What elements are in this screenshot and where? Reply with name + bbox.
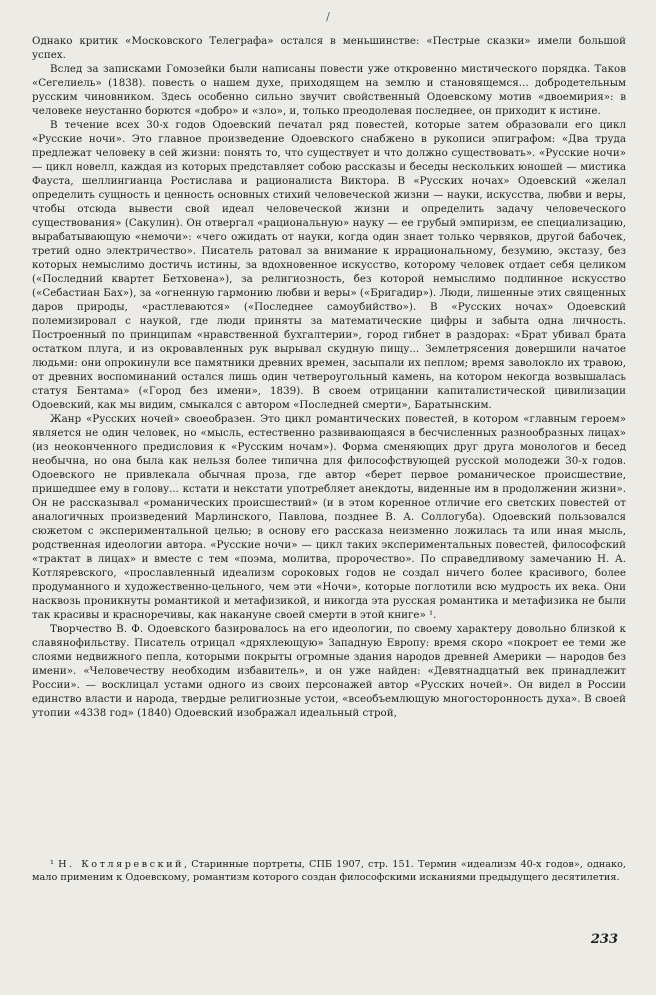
footnote-author: Н. Котляревский — [58, 859, 184, 870]
page-number: 233 — [590, 932, 618, 947]
header-mark: / — [326, 10, 330, 23]
paragraph-3: В течение всех 30-х годов Одоевский печатал ряд повестей, которые затем образовали его цикл «Русские ночи». Это главное произведение Одоевского снабжено в рукописи эпиграфом: «Два труда предлежат человеку в сей жизни: понять то, что существует и что должно существовать». «Русские ночи» — цикл новелл, каждая из которых представляет собою рассказы и беседы нескольких юношей — мистика Фауста, шеллингианца Ростислава и рационалиста Виктора. В «Русских ночах» Одоевский «желал определить сущность и ценность основных стихий человеческой жизни — науки, искусства, любви и веры, чтобы отсюда вывести свой идеал человеческой жизни и определить задачу человеческого существования» (Сакулин). Он отвергал «рациональную» науку — ее грубый эмпиризм, ее специализацию, вырабатывающую «немочи»: «чего ожидать от науки, когда один знает только червяков, другой бабочек, третий одно электричество». Писатель ратовал за внимание к иррациональному, безумию, экстазу, без которых немыслимо достичь истины, за вдохновенное искусство, которому человек отдает себя целиком («Последний квартет Бетховена»), за религиозность, без которой немыслимо подлинное искусство («Себастиан Бах»), за «огненную гармонию любви и веры» («Бригадир»). Люди, лишенные этих священных даров природы, «растлеваются» («Последнее самоубийство»). В «Русских ночах» Одоевский полемизировал с наукой, где люди приняты за математические цифры и забыта одна личность. Построенный по принципам «нравственной бухгалтерии», город гибнет в раздорах: «Брат убивал брата остатком плуга, и из окровавленных рук вырывал скудную пищу... Землетрясения довершили начатое людьми: они опрокинули все памятники древних времен, засыпали их пеплом; время заволокло их травою, от древних воспоминаний остался лишь один четвероугольный камень, на котором некогда возвышалась статуя Бентама» («Город без имени», 1839). В своем отрицании капиталистической цивилизации Одоевский, как мы видим, смыкался с автором «Последней смерти», Баратынским. — [32, 119, 626, 411]
paragraph-5: Творчество В. Ф. Одоевского базировалось на его идеологии, по своему характеру довольно близкой к славянофильству. Писатель отрицал «дряхлеющую» Западную Европу: время скоро «покроет ее теми же слоями недвижного пепла, которыми покрыты огромные здания народов древней Америки — народов без имени». «Человечеству необходим избавитель», и он уже найден: «Девятнадцатый век принадлежит России». — восклицал устами одного из своих персонажей автор «Русских ночей». Он видел в России единство власти и народа, твердые религиозные устои, «всеобъемлющую многосторонность духа». В своей утопии «4338 год» (1840) Одоевский изображал идеальный строй, — [32, 623, 626, 719]
footnote-text: , Старинные портреты, СПБ 1907, стр. 151. Термин «идеализм 40-х годов», однако, мало применим к Одоевскому, романтизм которого создан философскими исканиями предыдущего десятилетия. — [32, 859, 626, 883]
paragraph-1: Однако критик «Московского Телеграфа» остался в меньшинстве: «Пестрые сказки» имели большой успех. — [32, 35, 626, 61]
paragraph-4: Жанр «Русских ночей» своеобразен. Это цикл романтических повестей, в котором «главным героем» является не один человек, но «мысль, естественно развивающаяся в бесчисленных разнообразных лицах» (из неоконченного предисловия к «Русским ночам»). Форма сменяющих друг друга монологов и бесед необычна, но она была как нельзя более типична для философствующей русской молодежи 30-х годов. Одоевского не привлекала обычная проза, где автор «берет первое романическое происшествие, пришедшее ему в голову... кстати и некстати употребляет анекдоты, виденные им в продолжении жизни». Он не рассказывал «романических происшествий» (и в этом коренное отличие его светских повестей от аналогичных произведений Марлинского, Павлова, позднее В. А. Соллогуба). Одоевский пользовался сюжетом с экспериментальной целью; в основу его рассказа неизменно ложилась та или иная мысль, родственная идеологии автора. «Русские ночи» — цикл таких экспериментальных повестей, философский «трактат в лицах» и вместе с тем «поэма, молитва, пророчество». По справедливому замечанию Н. А. Котляревского, «прославленный идеализм сороковых годов не создал ничего более красивого, более продуманного и художественно-цельного, чем эти «Ночи», которые поглотили всю мудрость их века. Они насквозь проникнуты романтикой и метафизикой, и никогда эта русская романтика и метафизика не были так красивы и красноречивы, как накануне своей смерти в этой книге» ¹. — [32, 413, 626, 621]
main-text — [32, 34, 626, 720]
footnote-marker: ¹ — [50, 859, 54, 870]
footnote — [32, 858, 626, 884]
paragraph-2: Вслед за записками Гомозейки были написаны повести уже откровенно мистического порядка. Таков «Сегелиель» (1838). повесть о нашем духе, приходящем на землю и становящемся... добродетельным русским чиновником. Здесь особенно сильно звучит свойственный Одоевскому мотив «двоемирия»: в человеке неустанно борются «добро» и «зло», и, только преодолевая последнее, он приходит к истине. — [32, 63, 626, 117]
